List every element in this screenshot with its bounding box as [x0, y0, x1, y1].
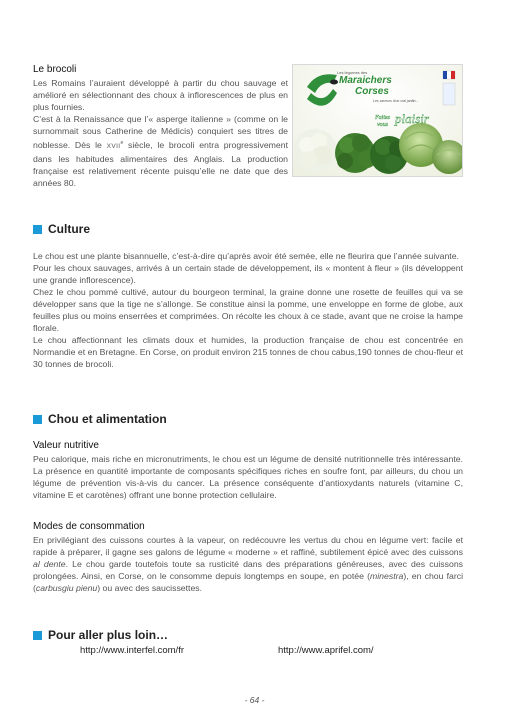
section-square-icon — [33, 631, 42, 640]
culture-title: Culture — [48, 222, 90, 236]
interfel-link[interactable]: http://www.interfel.com/fr — [80, 645, 185, 656]
vegetables-illustration — [293, 65, 462, 176]
further-section-header — [33, 628, 168, 642]
culture-paragraph-1: Le chou est une plante bisannuelle, c’est-à-dire qu’après avoir été semée, elle ne fleurira que l’année suivante. — [33, 251, 459, 261]
valeur-paragraph: Peu calorique, mais riche en micronutriments, le chou est un légume de densité nutritionnelle très intéressante. La présence en quantité importante de composants spécifiques riches en soufre font, par ailleurs, du chou un légume de prévention vis-à-vis du cancer. La présence conséquente d’antioxydants naturels (vitamine C, vitamine E et carotènes) offrant une bonne protection cellulaire. — [33, 454, 463, 500]
culture-body — [33, 250, 463, 370]
slogan-plaisir: plaisir — [395, 111, 429, 126]
century-numeral: XVII — [106, 142, 121, 150]
brand-line-1: Maraichers — [339, 75, 392, 86]
brand-small-text: Les légumes des — [337, 70, 368, 75]
brocoli-block — [33, 64, 288, 189]
modes-paragraph: En privilégiant des cuissons courtes à la vapeur, on redécouvre les vertus du chou en légume vert: facile et rapide à préparer, il gagne ses galons de légume « moderne » et raffiné, subtilement épicé avec des cuissons al dente. Le chou garde toutefois toute sa rusticité dans des préparations généreuses, avec des cuissons prolongées. Ainsi, en Corse, on le consomme depuis longtemps en soupe, en potée (minestra), en chou farci (carbusgiu pienu) ou avec des saucissettes. — [33, 535, 463, 593]
valeur-heading: Valeur nutritive — [33, 440, 99, 451]
brand-tagline: Les saveurs d'un vrai jardin... — [373, 99, 419, 103]
page-number: - 64 - — [244, 695, 265, 705]
modes-heading: Modes de consommation — [33, 521, 145, 532]
culture-paragraph-2: Pour les choux sauvages, arrivés à un certain stade de développement, ils « montent à fleur » (ils développent une grande inflorescence). — [33, 263, 463, 285]
aprifel-link[interactable]: http://www.aprifel.com/ — [278, 645, 374, 656]
alimentation-section-header — [33, 412, 167, 426]
further-title: Pour aller plus loin… — [48, 628, 169, 642]
vegetables-photo — [292, 64, 463, 177]
brocoli-paragraph-2: C’est à la Renaissance que l’« asperge italienne » (comme on le surnommait sous Catherine de Médicis) conquiert ses titres de noblesse. Dès le XVIIe siècle, le brocoli entra progressivement dans les habitudes alimentaires des Anglais. La production française est relativement récente puisqu’elle ne date que des années 80. — [33, 114, 288, 188]
valeur-nutritive-block — [33, 440, 463, 501]
further-links — [80, 645, 460, 659]
alimentation-title: Chou et alimentation — [48, 412, 167, 426]
brocoli-heading: Le brocoli — [33, 64, 77, 75]
modes-consommation-block — [33, 521, 463, 594]
slogan-faites: Faites — [375, 115, 390, 121]
culture-section-header — [33, 222, 90, 236]
century-superscript: e — [120, 140, 124, 146]
culture-paragraph-3: Chez le chou pommé cultivé, autour du bourgeon terminal, la graine donne une rosette de feuilles qui va se développer sans que la tige ne s’allonge. Se constitue ainsi la pomme, une enveloppe en forme de globe, aux feuilles plus ou moins enserrées et comprimées. On récolte les choux à ce stade, avant que ne croise la hampe florale. — [33, 287, 463, 333]
slogan-vous: vous — [377, 122, 388, 128]
section-square-icon — [33, 415, 42, 424]
brand-line-2: Corses — [355, 86, 389, 97]
brocoli-paragraph-1: Les Romains l’auraient développé à partir du chou sauvage et amélioré en sélectionnant des choux à inflorescences de plus en plus fournies. — [33, 78, 288, 112]
section-square-icon — [33, 225, 42, 234]
culture-paragraph-4: Le chou affectionnant les climats doux et humides, la production française de chou est concentrée en Normandie et en Bretagne. En Corse, on produit environ 215 tonnes de chou cabus,190 tonnes de chou-fleur et 30 tonnes de brocoli. — [33, 335, 463, 369]
